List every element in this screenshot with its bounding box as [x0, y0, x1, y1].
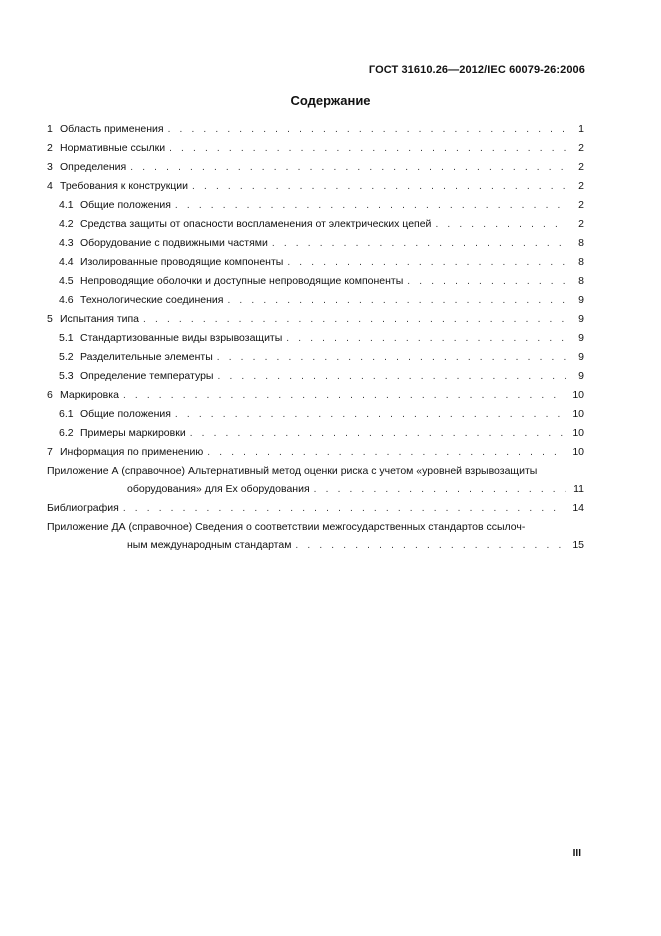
- toc-item-number: 4.6: [59, 294, 74, 306]
- toc-item-number: 6: [47, 389, 53, 401]
- toc-leader-dots: [407, 273, 566, 291]
- toc-item-number: 5.3: [59, 370, 74, 382]
- page-number: III: [572, 848, 581, 859]
- annex-da-title-line1: Приложение ДА (справочное) Сведения о соответствии межгосударственных стандартов ссылоч-: [47, 521, 526, 533]
- toc-item[interactable]: [47, 443, 584, 462]
- toc-item-page: 8: [578, 237, 584, 249]
- toc-item-title: Библиография: [47, 502, 119, 514]
- toc-item[interactable]: [47, 139, 584, 158]
- toc-subitem[interactable]: [47, 215, 584, 234]
- toc-item[interactable]: [47, 177, 584, 196]
- toc-item-title: Технологические соединения: [80, 294, 224, 306]
- toc-item-page: 10: [572, 427, 584, 439]
- toc-item-title: Разделительные элементы: [80, 351, 213, 363]
- toc-leader-dots: [286, 330, 566, 348]
- toc-item-page: 9: [578, 313, 584, 325]
- toc-item-page: 2: [578, 180, 584, 192]
- toc-item-number: 4: [47, 180, 53, 192]
- toc-item-number: 5: [47, 313, 53, 325]
- toc-item-title: Маркировка: [60, 389, 119, 401]
- toc-annex-a[interactable]: [47, 462, 584, 499]
- toc-item-page: 2: [578, 161, 584, 173]
- toc-leader-dots: [143, 311, 566, 329]
- toc-item-title: Испытания типа: [60, 313, 140, 325]
- toc-leader-dots: [314, 481, 566, 499]
- toc-item-page: 10: [572, 408, 584, 420]
- toc-item-number: 4.4: [59, 256, 74, 268]
- toc-subitem[interactable]: [47, 253, 584, 272]
- toc-item-page: 10: [572, 446, 584, 458]
- toc-annex-da[interactable]: [47, 518, 584, 555]
- toc-leader-dots: [207, 444, 566, 462]
- toc-bibliography[interactable]: [47, 499, 584, 518]
- toc-leader-dots: [227, 292, 566, 310]
- toc-subitem[interactable]: [47, 348, 584, 367]
- toc-item-number: 2: [47, 142, 53, 154]
- toc-item-page: 2: [578, 218, 584, 230]
- toc-subitem[interactable]: [47, 405, 584, 424]
- toc-item-title: Нормативные ссылки: [60, 142, 166, 154]
- table-of-contents: [47, 120, 584, 555]
- toc-item-page: 2: [578, 142, 584, 154]
- toc-item-title: Общие положения: [80, 199, 171, 211]
- toc-leader-dots: [169, 140, 566, 158]
- toc-subitem[interactable]: [47, 272, 584, 291]
- toc-item-title: Средства защиты от опасности воспламенения от электрических цепей: [80, 218, 432, 230]
- toc-item-page: 9: [578, 370, 584, 382]
- toc-item-title: Информация по применению: [60, 446, 204, 458]
- toc-leader-dots: [217, 368, 566, 386]
- toc-subitem[interactable]: [47, 424, 584, 443]
- toc-item-title: Требования к конструкции: [60, 180, 189, 192]
- toc-item[interactable]: [47, 120, 584, 139]
- toc-leader-dots: [190, 425, 566, 443]
- toc-leader-dots: [295, 537, 566, 555]
- toc-subitem[interactable]: [47, 367, 584, 386]
- toc-item-title: Примеры маркировки: [80, 427, 186, 439]
- toc-leader-dots: [287, 254, 566, 272]
- toc-item-page: 1: [578, 123, 584, 135]
- toc-item-page: 8: [578, 275, 584, 287]
- toc-leader-dots: [123, 500, 566, 518]
- annex-da-title-line2: ным международным стандартам: [127, 539, 292, 551]
- toc-item-number: 6.2: [59, 427, 74, 439]
- toc-item-title: Непроводящие оболочки и доступные непроводящие компоненты: [80, 275, 404, 287]
- toc-item-title: Область применения: [60, 123, 164, 135]
- toc-item-title: Оборудование с подвижными частями: [80, 237, 268, 249]
- toc-item-page: 2: [578, 199, 584, 211]
- toc-leader-dots: [130, 159, 566, 177]
- toc-leader-dots: [192, 178, 566, 196]
- document-header: ГОСТ 31610.26—2012/IEC 60079-26:2006: [368, 64, 585, 76]
- page-title: Содержание: [290, 93, 371, 108]
- toc-item[interactable]: [47, 310, 584, 329]
- toc-item-number: 5.1: [59, 332, 74, 344]
- toc-item-number: 4.2: [59, 218, 74, 230]
- toc-item-page: 9: [578, 332, 584, 344]
- toc-leader-dots: [123, 387, 566, 405]
- toc-item-page: 11: [573, 483, 584, 495]
- toc-item-page: 15: [572, 539, 584, 551]
- toc-item-page: 9: [578, 351, 584, 363]
- toc-item-title: Определение температуры: [80, 370, 214, 382]
- toc-leader-dots: [217, 349, 566, 367]
- toc-item-page: 10: [572, 389, 584, 401]
- toc-item-number: 4.1: [59, 199, 74, 211]
- toc-item-page: 8: [578, 256, 584, 268]
- toc-item-number: 3: [47, 161, 53, 173]
- toc-item-title: Стандартизованные виды взрывозащиты: [80, 332, 283, 344]
- toc-item[interactable]: [47, 386, 584, 405]
- toc-item-title: Определения: [60, 161, 127, 173]
- toc-item-number: 5.2: [59, 351, 74, 363]
- toc-subitem[interactable]: [47, 291, 584, 310]
- toc-item-title: Изолированные проводящие компоненты: [80, 256, 284, 268]
- toc-leader-dots: [168, 121, 566, 139]
- toc-item-number: 1: [47, 123, 53, 135]
- toc-item-title: Общие положения: [80, 408, 171, 420]
- toc-leader-dots: [435, 216, 566, 234]
- toc-leader-dots: [272, 235, 566, 253]
- toc-item[interactable]: [47, 158, 584, 177]
- toc-leader-dots: [175, 197, 566, 215]
- toc-item-page: 9: [578, 294, 584, 306]
- annex-a-title-line1: Приложение А (справочное) Альтернативный метод оценки риска с учетом «уровней взрывозащиты: [47, 465, 538, 477]
- toc-leader-dots: [175, 406, 566, 424]
- annex-a-title-line2: оборудования» для Ex оборудования: [127, 483, 310, 495]
- toc-item-page: 14: [572, 502, 584, 514]
- toc-item-number: 4.5: [59, 275, 74, 287]
- toc-item-number: 7: [47, 446, 53, 458]
- toc-subitem[interactable]: [47, 234, 584, 253]
- toc-subitem[interactable]: [47, 329, 584, 348]
- toc-subitem[interactable]: [47, 196, 584, 215]
- toc-item-number: 4.3: [59, 237, 74, 249]
- toc-item-number: 6.1: [59, 408, 74, 420]
